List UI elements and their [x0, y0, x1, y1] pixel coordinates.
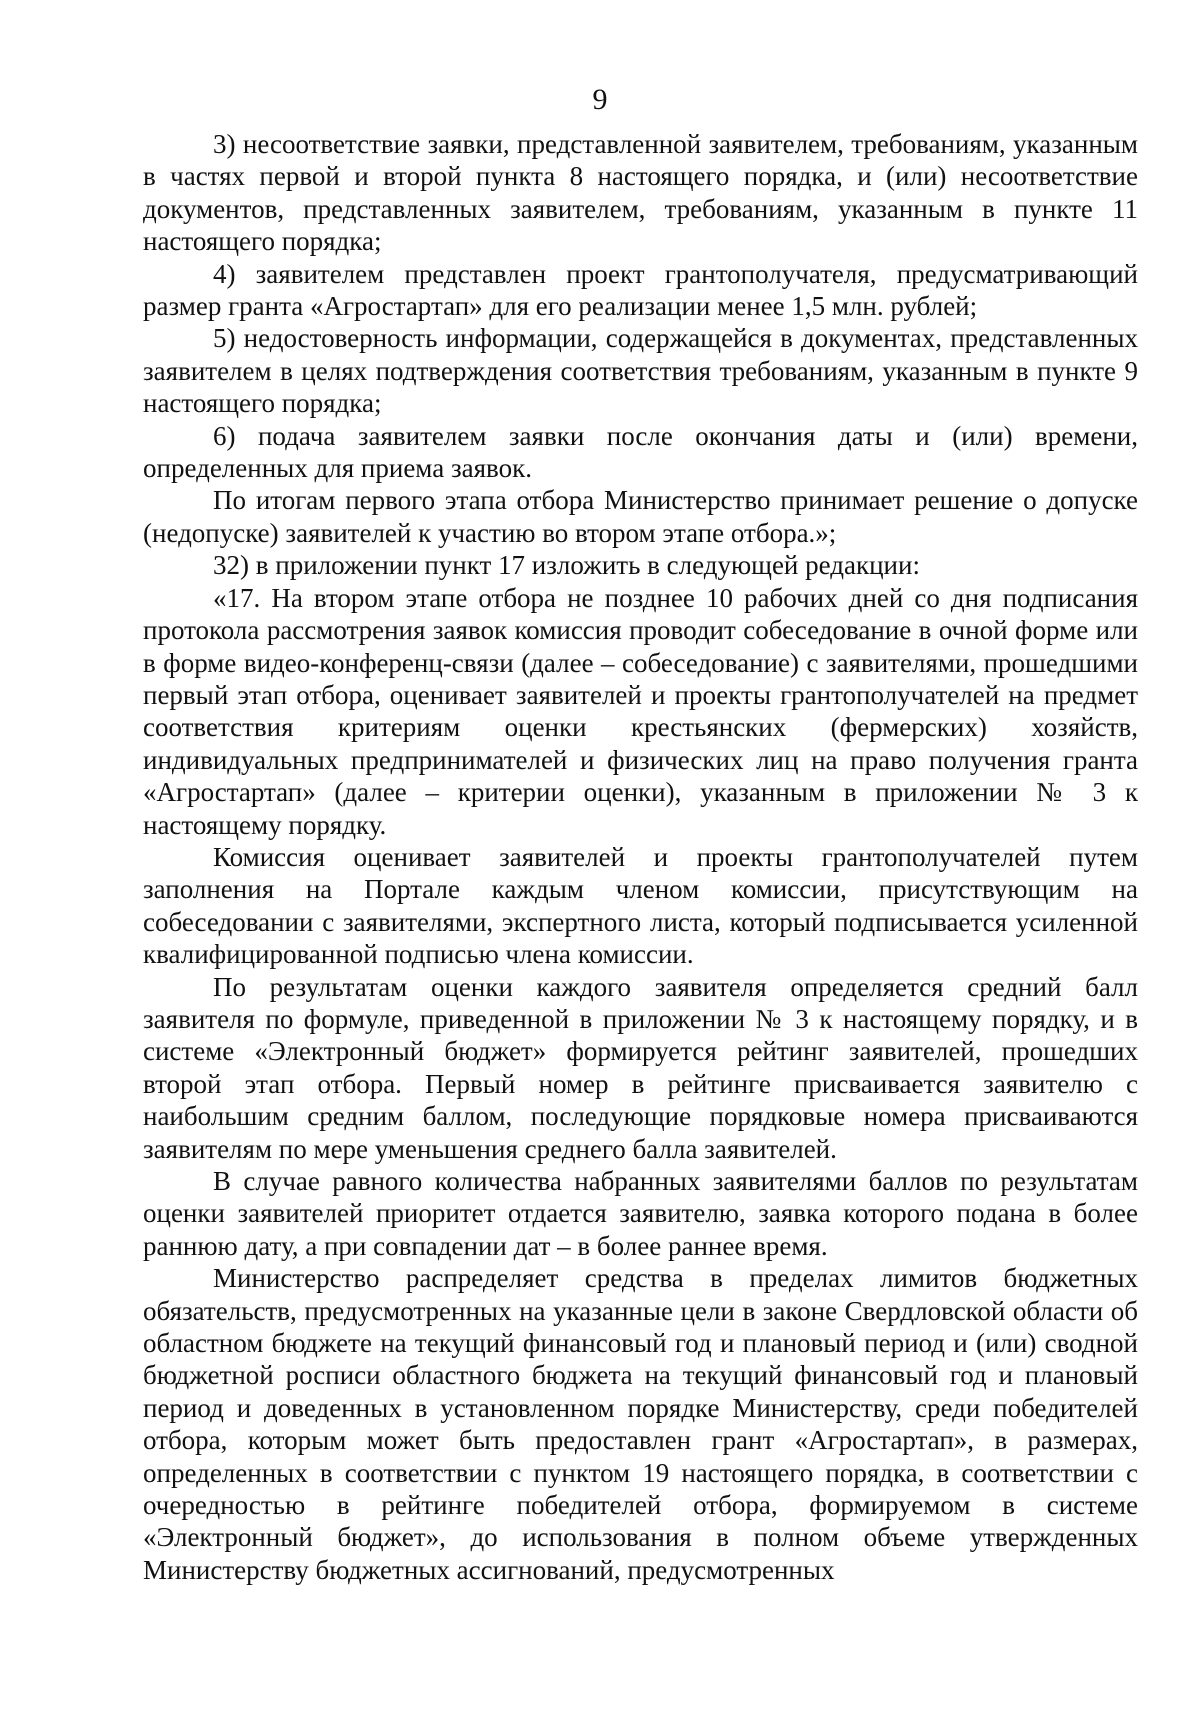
paragraph-item-3: 3) несоответствие заявки, представленной заявителем, требованиям, указанным в частях первой и второй пункта 8 настоящего порядка, и (или) несоответствие документов, представленных заявителем, требованиям, указанным в пункте 11 настоящего порядка; — [143, 129, 1138, 257]
paragraph-fund-distribution: Министерство распределяет средства в пределах лимитов бюджетных обязательств, предусмотренных на указанные цели в законе Свердловской области об областном бюджете на текущий финансовый год и плановый период и (или) сводной бюджетной росписи областного бюджета на текущий финансовый год и плановый период и доведенных в установленном порядке Министерству, среди победителей отбора, которым может быть предоставлен грант «Агростартап», в размерах, определенных в соответствии с пунктом 19 настоящего порядка, в соответствии с очередностью в рейтинге победителей отбора, формируемом в системе «Электронный бюджет», до использования в полном объеме утвержденных Министерству бюджетных ассигнований, предусмотренных — [143, 1263, 1138, 1585]
paragraph-commission-evaluation: Комиссия оценивает заявителей и проекты грантополучателей путем заполнения на Портале каждым членом комиссии, присутствующим на собеседовании с заявителями, экспертного листа, который подписывается усиленной квалифицированной подписью члена комиссии. — [143, 841, 1138, 970]
page-number: 9 — [592, 83, 608, 116]
document-body — [143, 128, 1138, 1586]
paragraph-item-5: 5) недостоверность информации, содержащейся в документах, представленных заявителем в целях подтверждения соответствия требованиям, указанным в пункте 9 настоящего порядка; — [143, 323, 1138, 419]
paragraph-amendment-32: 32) в приложении пункт 17 изложить в следующей редакции: — [213, 550, 920, 581]
paragraph-first-stage-decision: По итогам первого этапа отбора Министерство принимает решение о допуске (недопуске) заявителей к участию во втором этапе отбора.»; — [143, 485, 1138, 548]
paragraph-item-4: 4) заявителем представлен проект грантополучателя, предусматривающий размер гранта «Агростартап» для его реализации менее 1,5 млн. рублей; — [143, 258, 1138, 322]
paragraph-rating: По результатам оценки каждого заявителя определяется средний балл заявителя по формуле, приведенной в приложении № 3 к настоящему порядку, и в системе «Электронный бюджет» формируется рейтинг заявителей, прошедших второй этап отбора. Первый номер в рейтинге присваивается заявителю с наибольшим средним баллом, последующие порядковые номера присваиваются заявителям по мере уменьшения среднего балла заявителей. — [143, 971, 1138, 1164]
paragraph-point-17: «17. На втором этапе отбора не позднее 10 рабочих дней со дня подписания протокола рассмотрения заявок комиссия проводит собеседование в очной форме или в форме видео-конференц-связи (далее – собеседование) с заявителями, прошедшими первый этап отбора, оценивает заявителей и проекты грантополучателей на предмет соответствия критериям оценки крестьянских (фермерских) хозяйств, индивидуальных предпринимателей и физических лиц на право получения гранта «Агростартап» (далее – критерии оценки), указанным в приложении № 3 к настоящему порядку. — [143, 582, 1138, 840]
paragraph-item-6: 6) подача заявителем заявки после окончания даты и (или) времени, определенных для приема заявок. — [143, 420, 1138, 484]
paragraph-equal-scores: В случае равного количества набранных заявителями баллов по результатам оценки заявителей приоритет отдается заявителю, заявка которого подана в более раннюю дату, а при совпадении дат – в более раннее время. — [143, 1166, 1138, 1261]
